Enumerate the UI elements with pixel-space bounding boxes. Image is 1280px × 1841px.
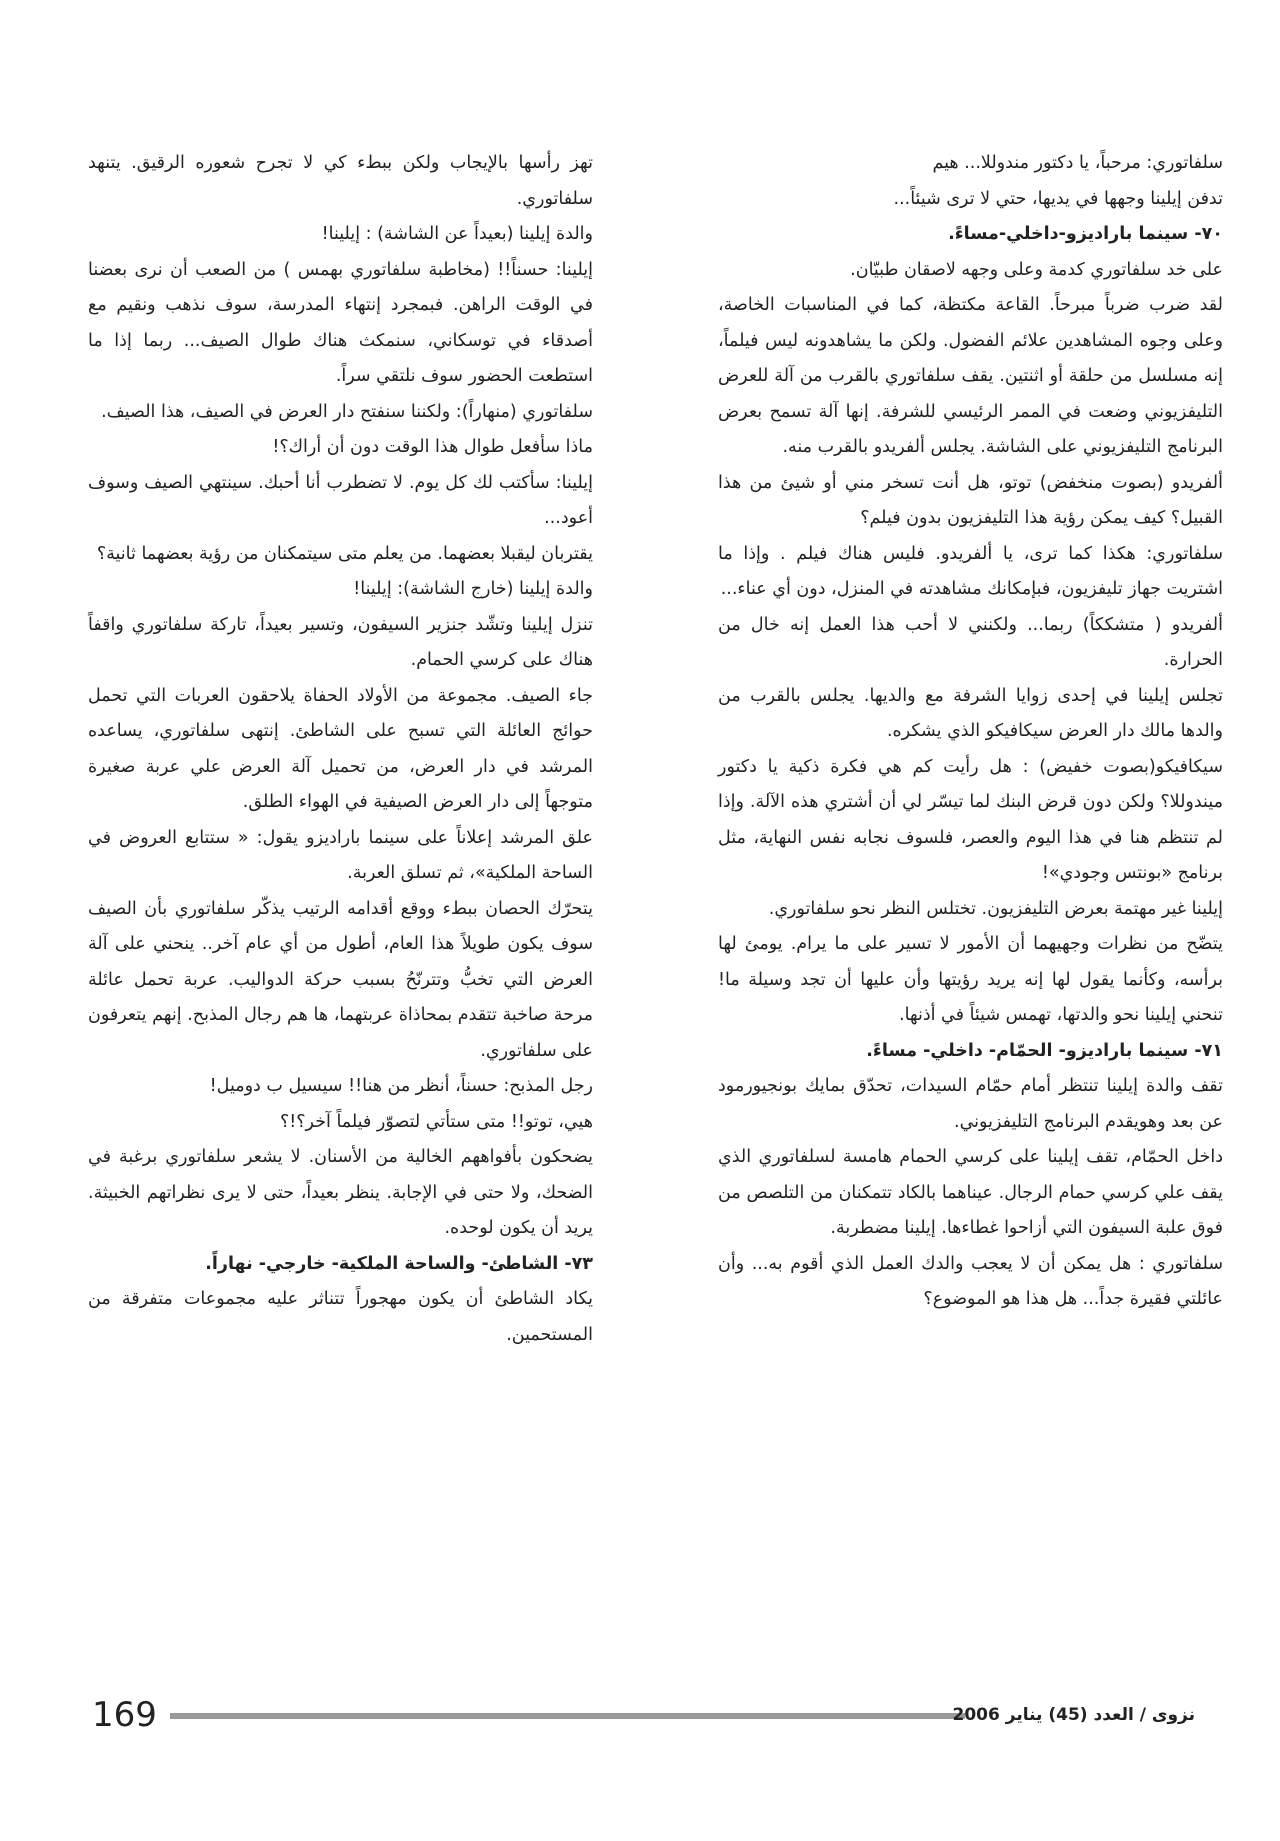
- action-paragraph: يتحرّك الحصان ببطء ووقع أقدامه الرتيب يذكّر سلفاتوري بأن الصيف سوف يكون طويلاً هذا العام، أطول من أي عام آخر.. ينحني على آلة العرض التي تخبُّ وتترنّحُ بسبب حركة الدواليب. عربة تحمل عائلة مرحة صاخبة تتقدم بمحاذاة عربتهما، ها هم رجال المذبح. إنهم يتعرفون على سلفاتوري.: [88, 898, 593, 1061]
- action-paragraph: تهز رأسها بالإيجاب ولكن ببطء كي لا تجرح شعوره الرقيق. يتنهد سلفاتوري.: [88, 153, 593, 209]
- dialogue-paragraph: ألفريدو (بصوت منخفض) توتو، هل أنت تسخر مني أو شيئ من هذا القبيل؟ كيف يمكن رؤية هذا التليفزيون بدون فيلم؟: [718, 472, 1223, 528]
- footer-divider: [170, 1713, 965, 1719]
- action-paragraph: يتضّح من نظرات وجهيهما أن الأمور لا تسير على ما يرام. يومئ لها برأسه، وكأنما يقول لها إنه يريد رؤيتها وأن عليها أن تجد وسيلة ما! تنحني إيلينا نحو والدتها، تهمس شيئاً في أذنها.: [718, 934, 1223, 1025]
- scene-heading-73: ٧٣- الشاطئ- والساحة الملكية- خارجي- نهاراً.: [205, 1253, 593, 1274]
- left-text-column: [88, 146, 593, 1353]
- action-paragraph: تجلس إيلينا في إحدى زوايا الشرفة مع والديها. يجلس بالقرب من والدها مالك دار العرض سيكافيكو الذي يشكره.: [718, 685, 1223, 741]
- action-paragraph: يقتربان ليقبلا بعضهما. من يعلم متى سيتمكنان من رؤية بعضهما ثانية؟: [96, 543, 593, 564]
- issue-info: نزوى / العدد (45) يناير 2006: [952, 1705, 1195, 1725]
- action-paragraph: يضحكون بأفواههم الخالية من الأسنان. لا يشعر سلفاتوري برغبة في الضحك، ولا حتى في الإجابة. ينظر بعيداً، حتى لا يرى نظراتهم الخبيثة. يريد أن يكون لوحده.: [88, 1147, 593, 1238]
- dialogue-paragraph: سيكافيكو(بصوت خفيض) : هل رأيت كم هي فكرة ذكية يا دكتور ميندوللا؟ ولكن دون قرض البنك لما تيسّر لي أن أشتري هذه الآلة. وإذا لم تنتظم هنا في هذا اليوم والعصر، فلسوف نجابه نفس النهاية، مثل برنامج «بونتس وجودي»!: [718, 756, 1223, 883]
- right-text-column: [718, 146, 1223, 1318]
- action-paragraph: لقد ضرب ضرباً مبرحاً. القاعة مكتظة، كما في المناسبات الخاصة، وعلى وجوه المشاهدين علائم الفضول. ولكن ما يشاهدونه ليس فيلماً، إنه مسلسل من حلقة أو اثنتين. يقف سلفاتوري بالقرب من آلة للعرض التليفزيوني وضعت في الممر الرئيسي للشرفة. إنها آلة تسمح بعرض البرنامج التليفزيوني على الشاشة. يجلس ألفريدو بالقرب منه.: [718, 295, 1223, 457]
- action-paragraph: إيلينا غير مهتمة بعرض التليفزيون. تختلس النظر نحو سلفاتوري.: [768, 898, 1223, 919]
- dialogue-paragraph: إيلينا: سأكتب لك كل يوم. لا تضطرب أنا أحبك. سينتهي الصيف وسوف أعود...: [88, 472, 593, 528]
- action-paragraph: على خد سلفاتوري كدمة وعلى وجهه لاصقان طبيّان.: [850, 259, 1223, 280]
- action-paragraph: علق المرشد إعلاناً على سينما باراديزو يقول: « ستتابع العروض في الساحة الملكية»، ثم تسلق العربة.: [88, 827, 593, 883]
- action-paragraph: جاء الصيف. مجموعة من الأولاد الحفاة يلاحقون العربات التي تحمل حوائج العائلة التي تسبح على الشاطئ. إنتهى سلفاتوري، يساعده المرشد في دار العرض، من تحميل آلة العرض علي عربة صغيرة متوجهاً إلى دار العرض الصيفية في الهواء الطلق.: [88, 685, 593, 812]
- dialogue-line: ماذا سأفعل طوال هذا الوقت دون أن أراك؟!: [272, 437, 593, 457]
- dialogue-line: والدة إيلينا (خارج الشاشة): إيلينا!: [353, 579, 593, 599]
- action-paragraph: تقف والدة إيلينا تنتظر أمام حمّام السيدات، تحدّق بمايك بونجيورمود عن بعد وهويقدم البرنامج التليفزيوني.: [718, 1076, 1223, 1132]
- dialogue-paragraph: سلفاتوري : هل يمكن أن لا يعجب والدك العمل الذي أقوم به... وأن عائلتي فقيرة جداً... هل هذا هو الموضوع؟: [718, 1253, 1223, 1309]
- dialogue-paragraph: سلفاتوري (منهاراً): ولكننا سنفتح دار العرض في الصيف، هذا الصيف.: [101, 401, 593, 422]
- dialogue-line: رجل المذبح: حسناً، أنظر من هنا!! سيسيل ب دوميل!: [209, 1076, 593, 1096]
- scene-heading-70: ٧٠- سينما باراديزو-داخلي-مساءً.: [948, 224, 1223, 244]
- dialogue-line: والدة إيلينا (بعيداً عن الشاشة) : إيلينا!: [321, 224, 593, 244]
- page-number: 169: [92, 1695, 157, 1735]
- dialogue-line: سلفاتوري: مرحباً، يا دكتور مندوللا... هيم: [932, 153, 1223, 173]
- page-footer: [0, 1690, 1280, 1750]
- dialogue-line: هيي، توتو!! متى ستأتي لتصوّر فيلماً آخر؟!؟: [279, 1111, 593, 1132]
- action-paragraph: تنزل إيلينا وتشّد جنزير السيفون، وتسير بعيداً، تاركة سلفاتوري واقفاً هناك على كرسي الحمام.: [88, 614, 593, 670]
- action-paragraph: يكاد الشاطئ أن يكون مهجوراً تتناثر عليه مجموعات متفرقة من المستحمين.: [88, 1289, 593, 1345]
- action-paragraph: داخل الحمّام، تقف إيلينا على كرسي الحمام هامسة لسلفاتوري الذي يقف علي كرسي حمام الرجال. عيناهما بالكاد تتمكنان من التلصص من فوق علبة السيفون التي أزاحوا غطاءها. إيلينا مضطربة.: [718, 1147, 1223, 1238]
- dialogue-paragraph: سلفاتوري: هكذا كما ترى، يا ألفريدو. فليس هناك فيلم . وإذا ما اشتريت جهاز تليفزيون، فبإمكانك مشاهدته في المنزل، دون أي عناء...: [718, 543, 1223, 599]
- dialogue-paragraph: إيلينا: حسناً!! (مخاطبة سلفاتوري بهمس ) من الصعب أن نرى بعضنا في الوقت الراهن. فبمجرد إنتهاء المدرسة، سوف نذهب ونقيم مع أصدقاء في توسكاني، سنمكث هناك طوال الصيف... ربما إذا ما استطعت الحضور سوف نلتقي سراً.: [88, 259, 593, 386]
- dialogue-paragraph: ألفريدو ( متشككاً) ربما... ولكنني لا أحب هذا العمل إنه خال من الحرارة.: [718, 614, 1223, 670]
- scene-heading-71: ٧١- سينما باراديزو- الحمّام- داخلي- مساءً.: [866, 1040, 1223, 1061]
- action-line: تدفن إيلينا وجهها في يديها، حتي لا ترى شيئاً...: [893, 188, 1223, 209]
